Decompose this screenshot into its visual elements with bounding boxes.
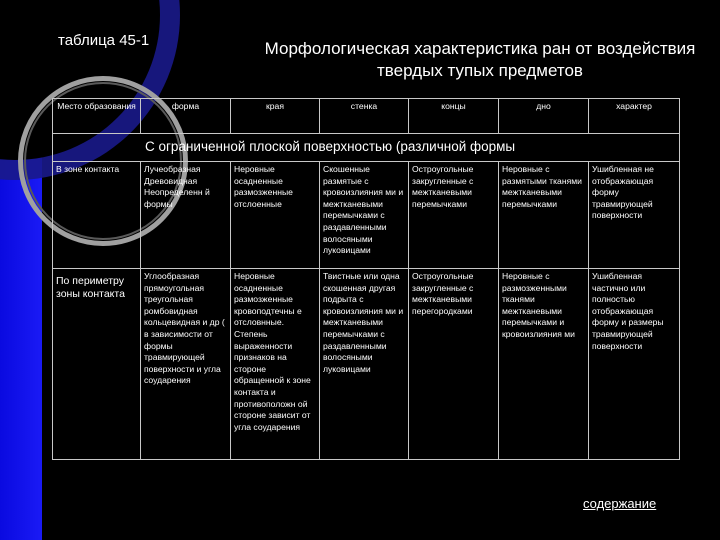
column-header: концы <box>409 99 499 134</box>
table-cell: Лучеобразная Древовидная Неопределенн й формы <box>141 162 231 269</box>
table-cell: Остроугольные закругленные с межтканевыми перегородками <box>409 269 499 460</box>
column-header: стенка <box>320 99 409 134</box>
table-cell: Остроугольные закругленные с межтканевыми перемычками <box>409 162 499 269</box>
table-section-row <box>53 134 680 162</box>
column-header: характер <box>589 99 680 134</box>
table-cell: Неровные осадненные размозженные отслоенные <box>231 162 320 269</box>
morphology-table <box>52 98 680 460</box>
table-cell: Скошенные размятые с кровоизлияния ми и межтканевыми перемычками с раздавленными волосяными луковицами <box>320 162 409 269</box>
table-cell: Твистные или одна скошенная другая подрыта с кровоизлияния ми и межтканевыми перемычками с раздавленными волосяными луковицами <box>320 269 409 460</box>
contents-link[interactable]: содержание <box>583 496 657 511</box>
section-heading: С ограниченной плоской поверхностью (различной формы <box>53 134 680 162</box>
column-header: края <box>231 99 320 134</box>
table-cell: Неровные с размятыми тканями межтканевыми перемычками <box>499 162 589 269</box>
table-cell: Углообразная прямоугольная треугольная ромбовидная кольцевидная и др ( в зависимости от формы травмирующей поверхности и угла соударения <box>141 269 231 460</box>
slide-label: таблица 45-1 <box>58 32 150 49</box>
table-row <box>53 269 680 460</box>
column-header: Место образования <box>53 99 141 134</box>
table-cell: Ушибленная частично или полностью отображающая форму и размеры травмирующей поверхности <box>589 269 680 460</box>
table-row <box>53 162 680 269</box>
column-header: форма <box>141 99 231 134</box>
table-cell: Ушибленная не отображающая форму травмирующей поверхности <box>589 162 680 269</box>
table-header-row <box>53 99 680 134</box>
column-header: дно <box>499 99 589 134</box>
table-cell: В зоне контакта <box>53 162 141 269</box>
table-cell: Неровные осадненные размозженные кровоподтечны е отсловнные. Степень выраженности признаков на стороне обращенной к зоне контакта и противоположн ой стороне зависит от угла соударения <box>231 269 320 460</box>
page-title: Морфологическая характеристика ран от воздействия твердых тупых предметов <box>264 39 696 80</box>
table-cell: Неровные с размозженными тканями межтканевыми перемычками и кровоизлияния ми <box>499 269 589 460</box>
table-cell: По периметру зоны контакта <box>53 269 141 460</box>
